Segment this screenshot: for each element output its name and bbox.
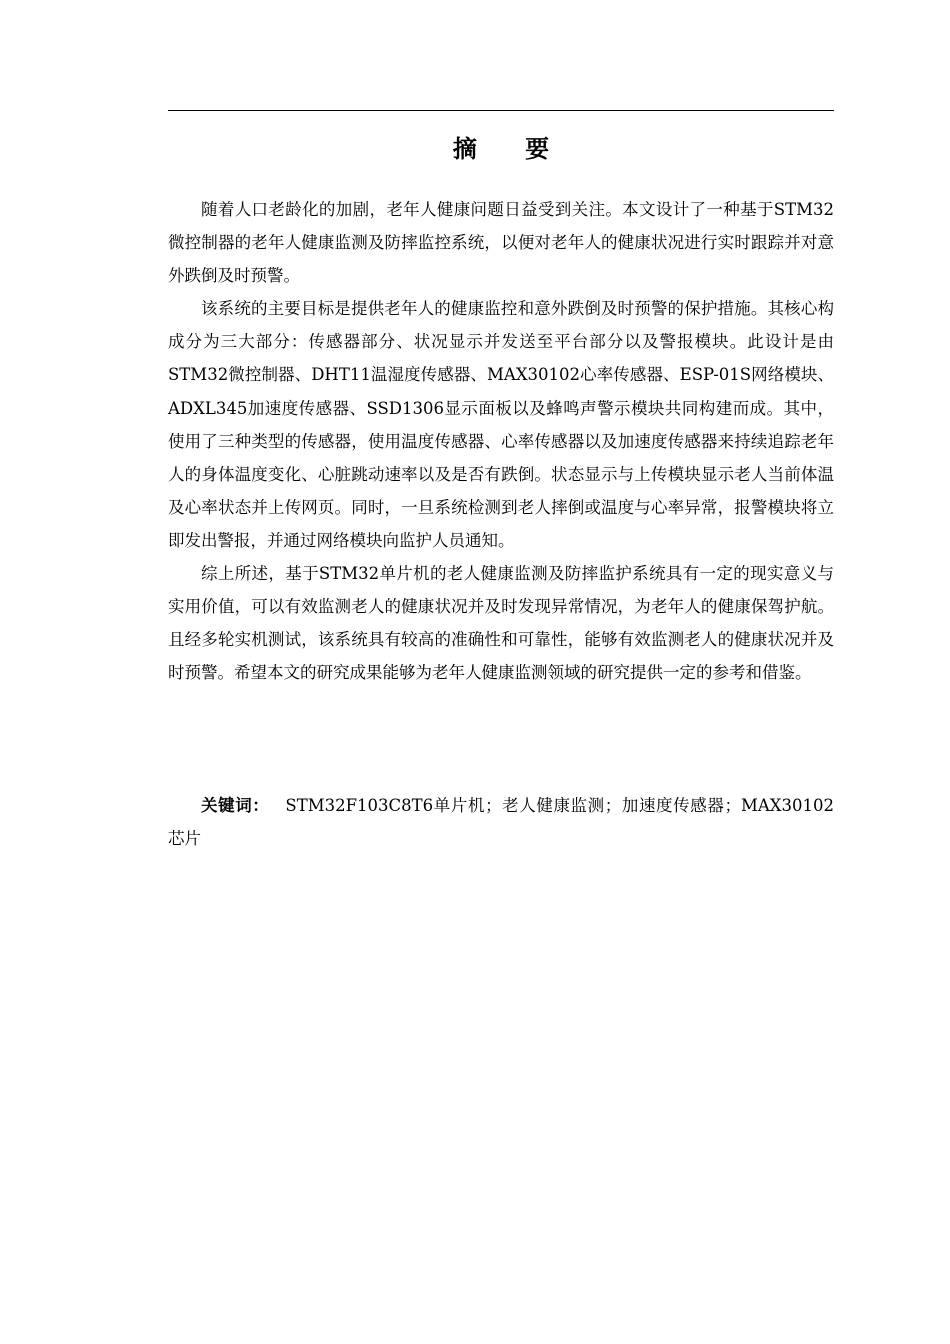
keywords-line — [168, 789, 834, 855]
abstract-paragraph-1: 随着人口老龄化的加剧，老年人健康问题日益受到关注。本文设计了一种基于STM32微控制器的老年人健康监测及防摔监控系统，以便对老年人的健康状况进行实时跟踪并对意外跌倒及时预警。 — [168, 200, 834, 286]
header-rule — [168, 110, 834, 111]
abstract-paragraph-3: 综上所述，基于STM32单片机的老人健康监测及防摔监护系统具有一定的现实意义与实用价值，可以有效监测老人的健康状况并及时发现异常情况，为老年人的健康保驾护航。且经多轮实机测试，该系统具有较高的准确性和可靠性，能够有效监测老人的健康状况并及时预警。希望本文的研究成果能够为老年人健康监测领域的研究提供一定的参考和借鉴。 — [168, 564, 834, 683]
abstract-body — [168, 193, 834, 689]
abstract-paragraph-2: 该系统的主要目标是提供老年人的健康监控和意外跌倒及时预警的保护措施。其核心构成分为三大部分：传感器部分、状况显示并发送至平台部分以及警报模块。此设计是由STM32微控制器、DHT11温湿度传感器、MAX30102心率传感器、ESP-01S网络模块、ADXL345加速度传感器、SSD1306显示面板以及蜂鸣声警示模块共同构建而成。其中，使用了三种类型的传感器，使用温度传感器、心率传感器以及加速度传感器来持续追踪老年人的身体温度变化、心脏跳动速率以及是否有跌倒。状态显示与上传模块显示老人当前体温及心率状态并上传网页。同时，一旦系统检测到老人摔倒或温度与心率异常，报警模块将立即发出警报，并通过网络模块向监护人员通知。 — [168, 299, 834, 550]
keywords-label: 关键词： — [201, 796, 270, 815]
abstract-title: 摘 要 — [452, 135, 570, 163]
keywords-text: STM32F103C8T6单片机；老人健康监测；加速度传感器；MAX30102芯片 — [168, 796, 834, 849]
